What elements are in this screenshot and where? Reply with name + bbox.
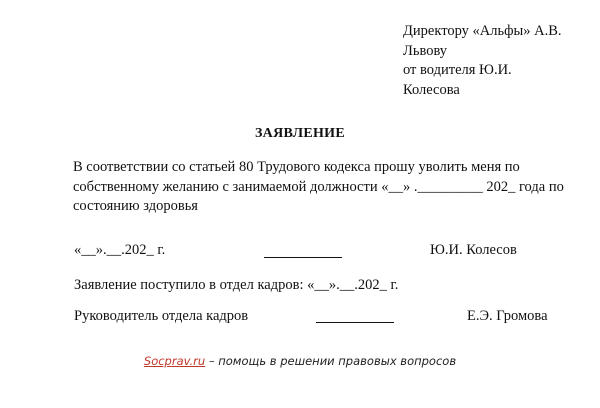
footer-tagline: – помощь в решении правовых вопросов xyxy=(205,354,457,368)
statement-body xyxy=(73,158,564,217)
hr-received-line: Заявление поступило в отдел кадров: «__».__.202_ г. xyxy=(74,277,399,293)
footer-brand-link[interactable]: Socprav.ru xyxy=(143,354,206,368)
addressee-block xyxy=(403,22,562,100)
hr-head-label: Руководитель отдела кадров xyxy=(74,308,249,324)
document-title: ЗАЯВЛЕНИЕ xyxy=(254,126,345,141)
signature-date: «__».__.202_ г. xyxy=(74,242,166,258)
addressee-line-4: Колесова xyxy=(403,81,460,98)
addressee-line-1: Директору «Альфы» А.В. xyxy=(403,23,562,39)
statement-line-2: собственному желанию с занимаемой должности «__» ._________ 202_ года по xyxy=(73,178,564,195)
statement-line-1: В соответствии со статьей 80 Трудового кодекса прошу уволить меня по xyxy=(73,159,520,175)
footer-caption xyxy=(0,354,600,368)
addressee-line-3: от водителя Ю.И. xyxy=(403,62,512,78)
applicant-name: Ю.И. Колесов xyxy=(430,242,517,258)
statement-line-3: состоянию здоровья xyxy=(73,198,198,214)
hr-head-signature-line xyxy=(316,322,394,323)
signature-line xyxy=(264,257,342,258)
addressee-line-2: Львову xyxy=(403,42,448,59)
hr-head-name: Е.Э. Громова xyxy=(467,308,548,324)
